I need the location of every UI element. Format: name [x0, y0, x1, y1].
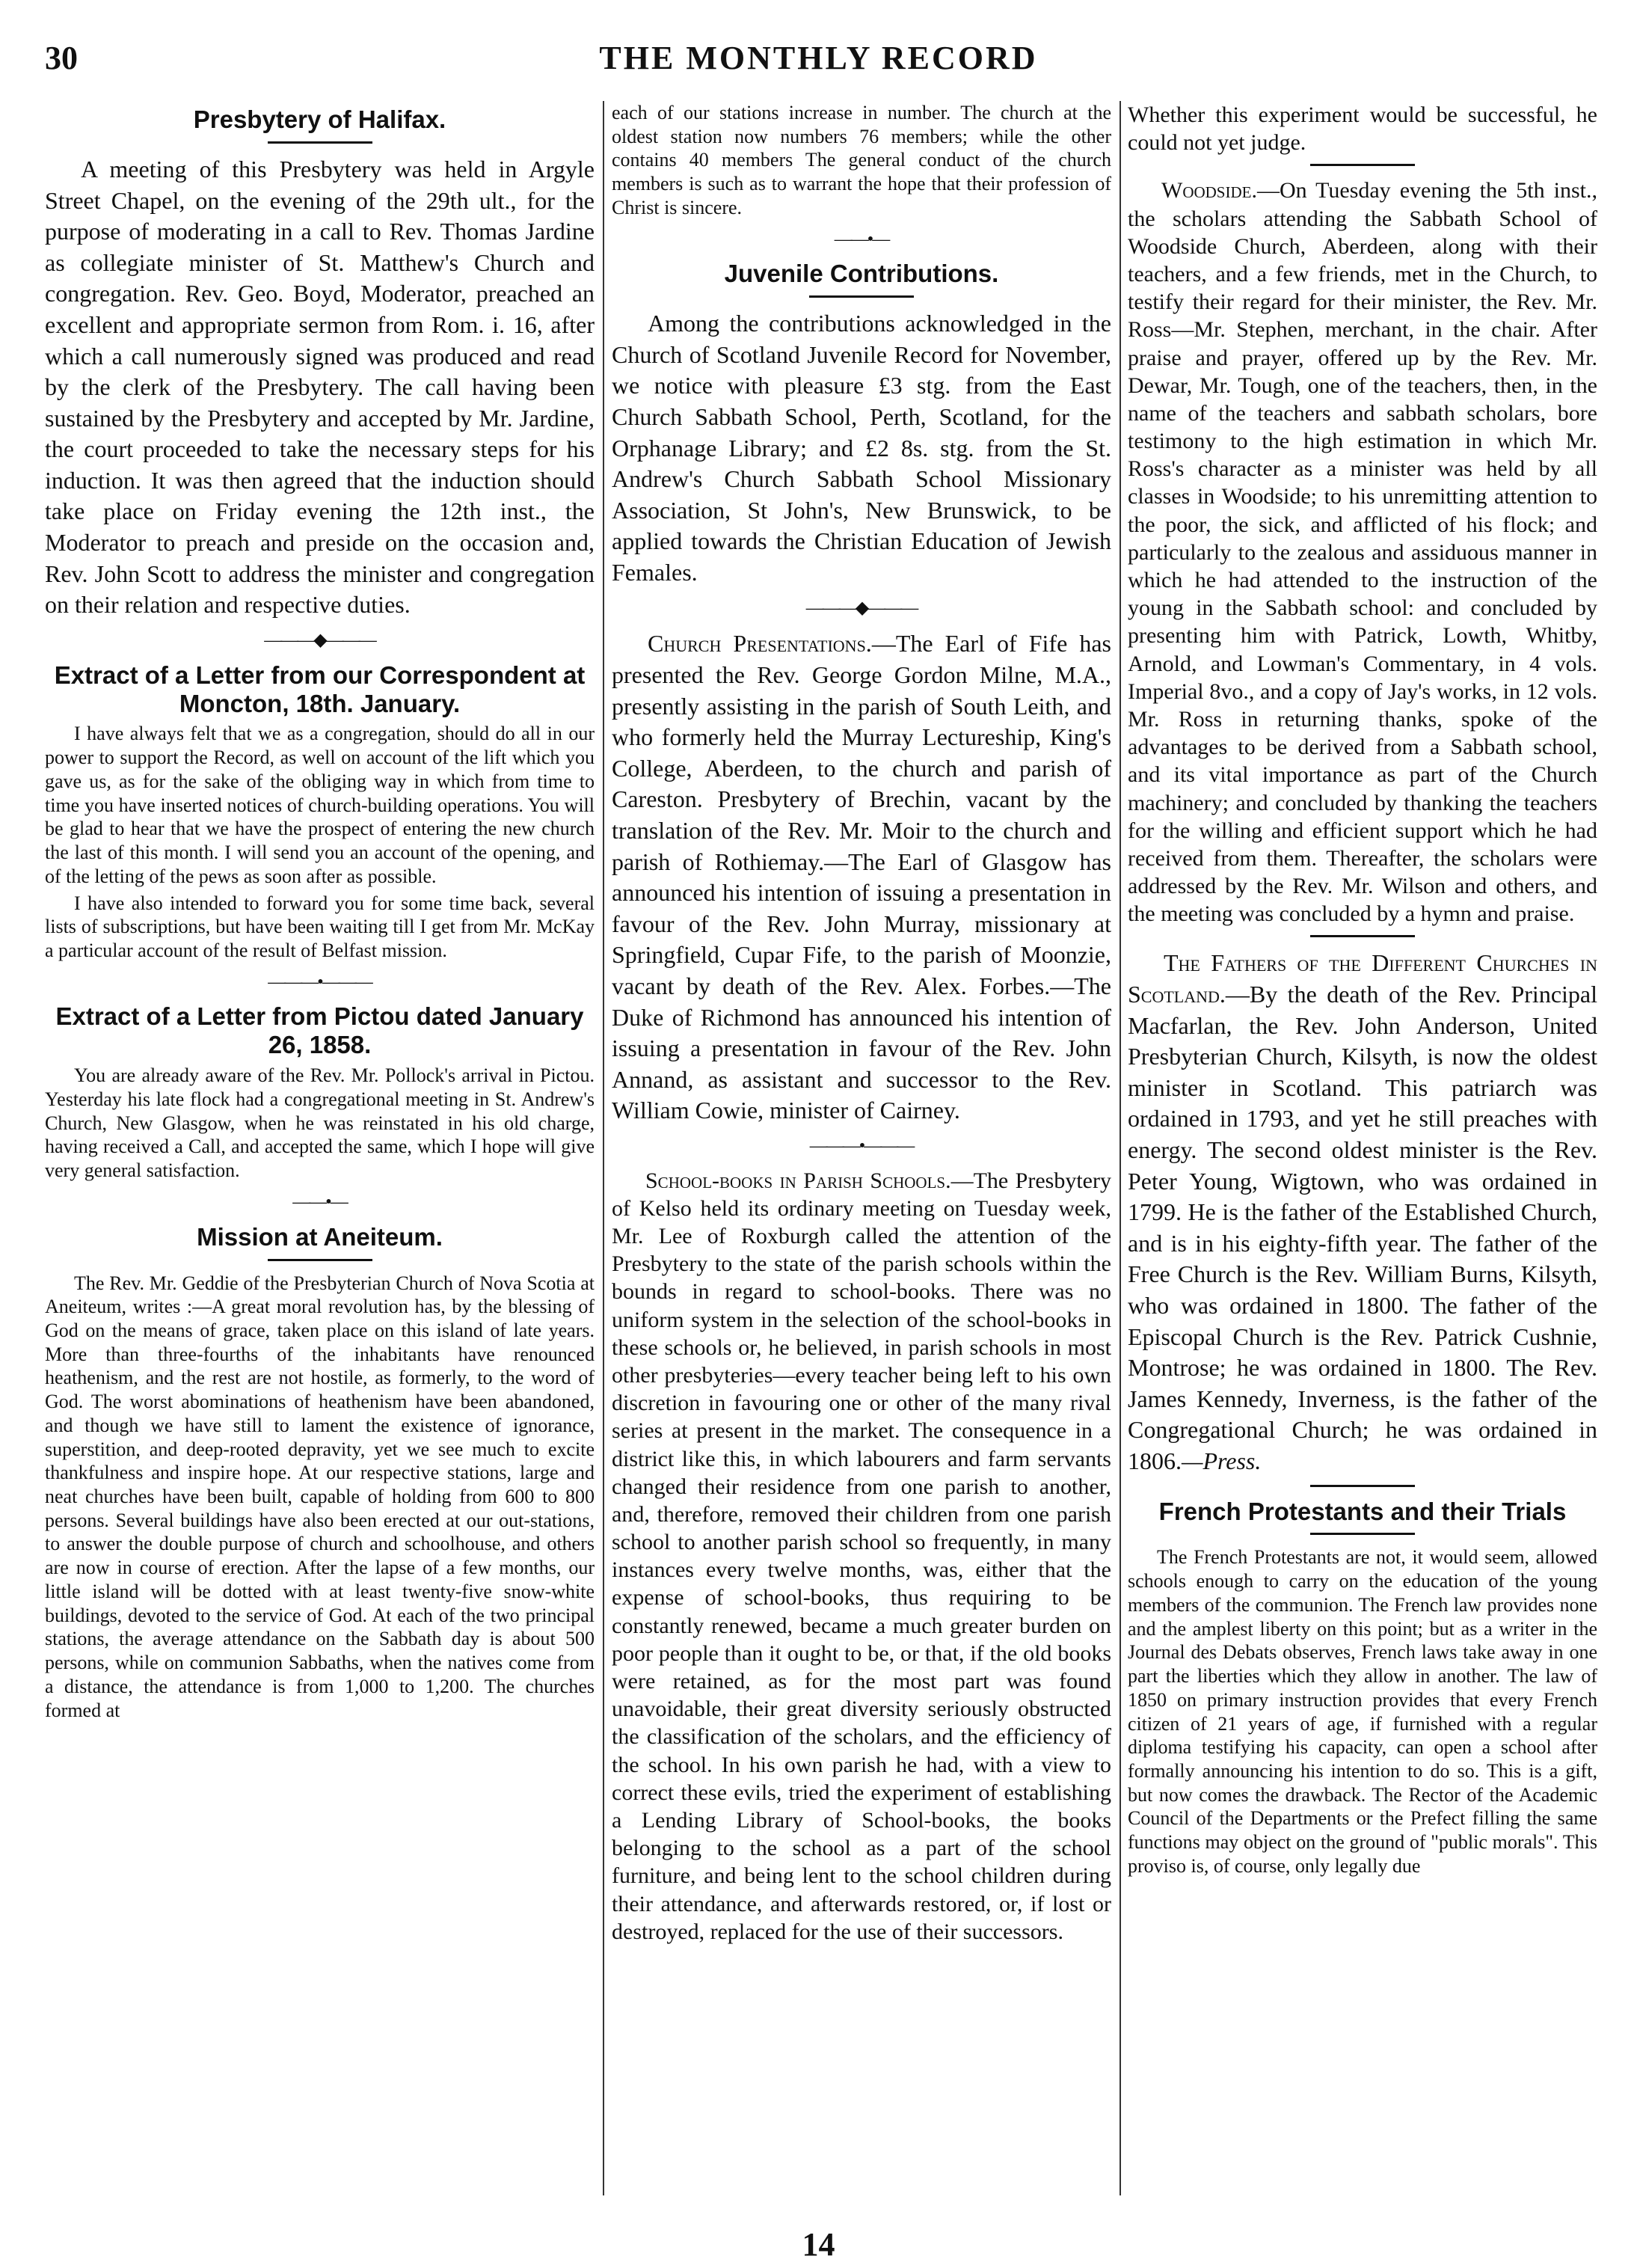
column-left: [45, 101, 595, 2225]
article-paragraph: each of our stations increase in number. The church at the oldest station now numbers 76 members; while the other contains 40 members The general conduct of the church members is such as to warrant the hope that their profession of Christ is sincere.: [612, 102, 1111, 218]
article-title: Extract of a Letter from our Correspondent at Moncton, 18th. January.: [54, 661, 586, 717]
article-lead: The Fathers of the Different Churches in Scotland.: [1128, 949, 1597, 1008]
section-ornament: ———•———: [809, 1135, 914, 1156]
article-paragraph: A meeting of this Presbytery was held in Argyle Street Chapel, on the evening of the 29th ult., for the purpose of moderating in a call to Rev. Thomas Jardine as collegiate minister of St. Matthew's Church and congregation. Rev. Geo. Boyd, Moderator, preached an excellent and appropriate sermon from Rom. i. 16, after which a call numerously signed was produced and read by the clerk of the Presbytery. The call having been sustained by the Presbytery and accepted by Mr. Jardine, the court proceeded to take the necessary steps for his induction. It was then agreed that the induction should take place on Friday evening the 12th inst., the Moderator to preach and preside on the occasion and, Rev. John Scott to address the minister and congregation on their relation and respective duties.: [45, 155, 595, 619]
signature-number: 14: [802, 2226, 835, 2263]
section-ornament: ——•—: [834, 229, 889, 249]
article-title: French Protestants and their Trials: [1158, 1497, 1567, 1525]
article-title: Presbytery of Halifax.: [193, 105, 446, 133]
article-paragraph: [1128, 177, 1597, 928]
article-title: Juvenile Contributions.: [724, 260, 999, 288]
article-paragraph: Among the contributions acknowledged in the Church of Scotland Juvenile Record for November, we notice with pleasure £3 stg. from the East Church Sabbath School, Perth, Scotland, for the Orphanage Library; and £2 8s. stg. from the St. Andrew's Church Sabbath School Missionary Association, St John's, New Brunswick, to be applied towards the Christian Education of Jewish Females.: [612, 310, 1111, 586]
section-ornament: ——•—: [292, 1192, 347, 1212]
article-source: —Press.: [1182, 1447, 1262, 1474]
article-text: —By the death of the Rev. Principal Macfarlan, the Rev. John Anderson, United Presbyterian Church, Kilsyth, is now the oldest minister in Scotland. This patriarch was ordained in 1793, and yet he still preaches with energy. The second oldest minister is the Rev. Peter Young, Wigtown, who was ordained in 1799. He is the father of the Established Church, and is in his eighty-fifth year. The father of the Free Church is the Rev. William Burns, Kilsyth, who was ordained in 1800. The father of the Episcopal Church is the Rev. Patrick Cushnie, Montrose; he was ordained in 1800. The Rev. James Kennedy, Inverness, is the father of the Congregational Church; he was ordained in 1806.: [1128, 981, 1597, 1474]
column-right: [1128, 101, 1597, 2225]
page-title: THE MONTHLY RECORD: [599, 40, 1038, 76]
article-paragraph: The Rev. Mr. Geddie of the Presbyterian Church of Nova Scotia at Aneiteum, writes :—A great moral revolution has, by the blessing of God on the means of grace, taken place on this island of late years. More than three-fourths of the inhabitants have renounced heathenism, and the rest are not hostile, as formerly, to the word of God. The worst abominations of heathenism have been abandoned, and though we have still to lament the existence of ignorance, superstition, and deep-rooted depravity, yet we see much to excite thankfulness and inspire hope. At our respective stations, large and neat churches have been built, capable of holding from 600 to 800 persons. Several buildings have also been erected at our out-stations, to answer the double purpose of church and schoolhouse, and others are now in course of erection. After the lapse of a few months, our little island will be dotted with at least twenty-five snow-white buildings, devoted to the service of God. At each of the two principal stations, the average attendance on the Sabbath day is about 500 persons, while on communion Sabbaths, when the natives come from a distance, the attendance is from 1,000 to 1,200. The churches formed at: [45, 1272, 595, 1721]
article-paragraph: You are already aware of the Rev. Mr. Pollock's arrival in Pictou. Yesterday his late flock had a congregational meeting in St. Andrew's Church, New Glasgow, when he was reinstated in his old charge, having received a Call, and accepted the same, which I hope will give very general satisfaction.: [45, 1064, 595, 1182]
article-paragraph: I have always felt that we as a congregation, should do all in our power to support the Record, as well on account of the lift which you gave us, as for the sake of the obliging way in which from time to time you have inserted notices of church-building operations. You will be glad to hear that we have the prospect of entering the new church the last of this month. I will send you an account of the opening, and of the letting of the pews as soon after as possible.: [45, 723, 595, 887]
article-paragraph: The French Protestants are not, it would seem, allowed schools enough to carry on the education of the young members of the communion. The French law provides none and the amplest liberty on this point; but as a writer in the Journal des Debats observes, French laws take away in one part the liberties which they allow in another. The law of 1850 on primary instruction provides that every French citizen of 21 years of age, if furnished with a regular diploma testifying his capacity, can open a school after formally announcing his intention to do so. This is a gift, but now comes the drawback. The Rector of the Academic Council of the Departments or the Prefect filling the same functions may object on the ground of "public morals". This proviso is, of course, only legally due: [1128, 1546, 1597, 1877]
section-ornament: ———◆———: [805, 598, 918, 618]
article-paragraph: [612, 628, 1111, 1127]
article-lead: Woodside.: [1161, 178, 1257, 203]
section-rule: [1310, 1485, 1415, 1487]
article-lead: Church Presentations.: [648, 630, 872, 658]
column-middle: [612, 101, 1111, 2225]
article-paragraph: Whether this experiment would be successful, he could not yet judge.: [1128, 102, 1597, 156]
section-ornament: ———◆———: [264, 630, 375, 650]
page-number: 30: [45, 40, 78, 76]
column-divider: [603, 101, 604, 2195]
article-text: —The Presbytery of Kelso held its ordinary meeting on Tuesday week, Mr. Lee of Roxburgh called the attention of the Presbytery to the state of the parish schools within the bounds in regard to school-books. There was no uniform system in the selection of the school-books in these schools or, he believed, in parish schools in most other presbyteries—every teacher being left to his own discretion in favouring one or other of the many rival series at present in the market. The consequence in a district like this, in which labourers and farm servants changed their residence from one parish to another, and, therefore, removed their children from one parish school to another parish school so frequently, in many instances every twelve months, was, either that the expense of school-books, thus requiring to be constantly renewed, became a much greater burden on poor people than it ought to be, or that, if the old books were retained, as for the most part was found unavoidable, their great diversity seriously obstructed the classification of the scholars, and the efficiency of the school. In his own parish he had, with a view to correct these evils, tried the experiment of establishing a Lending Library of School-books, the books belonging to the school as a part of the school furniture, and being lent to the school children during their attendance, and afterwards restored, or, if lost or destroyed, replaced for the use of their successors.: [612, 1168, 1111, 1944]
article-title: Extract of a Letter from Pictou dated January 26, 1858.: [55, 1002, 584, 1059]
article-title: Mission at Aneiteum.: [197, 1222, 443, 1251]
article-paragraph: I have also intended to forward you for some time back, several lists of subscriptions, but have been waiting till I get from Mr. McKay a particular account of the result of Belfast mission.: [45, 892, 595, 961]
article-lead: School-books in Parish Schools.: [645, 1168, 951, 1193]
article-paragraph: [612, 1167, 1111, 1946]
article-text: —The Earl of Fife has presented the Rev. George Gordon Milne, M.A., presently assisting in the parish of South Leith, and who formerly held the Murray Lectureship, King's College, Aberdeen, to the church and parish of Careston. Presbytery of Brechin, vacant by the translation of the Rev. Mr. Moir to the church and parish of Rothiemay.—The Earl of Glasgow has announced his intention of issuing a presentation in favour of the Rev. John Murray, missionary at Springfield, Cupar Fife, to the parish of Moonzie, vacant by death of the Rev. Alex. Forbes.—The Duke of Richmond has announced his intention of issuing a presentation in favour of the Rev. John Annand, as assistant and successor to the Rev. William Cowie, minister of Cairney.: [612, 630, 1111, 1124]
section-rule: [1310, 935, 1415, 937]
title-rule: [1310, 1533, 1415, 1535]
title-rule: [809, 295, 914, 298]
page-header: [45, 39, 1592, 84]
article-text: —On Tuesday evening the 5th inst., the scholars attending the Sabbath School of Woodside Church, Aberdeen, along with their teachers, and a few friends, met in the Church, to testify their regard for their minister, the Rev. Mr. Ross—Mr. Stephen, merchant, in the chair. After praise and prayer, offered up by the Rev. Mr. Dewar, Mr. Tough, one of the teachers, then, in the name of the teachers and sabbath scholars, bore testimony to the high estimation in which Mr. Ross's character as a minister was held by all classes in Woodside; to his unremitting attention to the poor, the sick, and afflicted of his flock; and particularly to the zealous and assiduous manner in which he had attended to the instruction of the young in the Sabbath school: and concluded by presenting him with Patrick, Lowth, Whitby, Arnold, and Lowman's Commentary, in 4 vols. Imperial 8vo., and a copy of Jay's works, in 12 vols. Mr. Ross in returning thanks, spoke of the advantages to be derived from a Sabbath school, and its vital importance as part of the Church machinery; and concluded by thanking the teachers for the willing and efficient support which he had received from them. Thereafter, the scholars were addressed by the Rev. Mr. Wilson and others, and the meeting was concluded by a hymn and praise.: [1128, 178, 1597, 927]
column-divider: [1120, 101, 1121, 2195]
title-rule: [268, 1259, 372, 1261]
article-paragraph: [1128, 948, 1597, 1477]
title-rule: [268, 141, 372, 144]
section-rule: [1310, 164, 1415, 166]
section-ornament: ———•———: [268, 972, 372, 992]
